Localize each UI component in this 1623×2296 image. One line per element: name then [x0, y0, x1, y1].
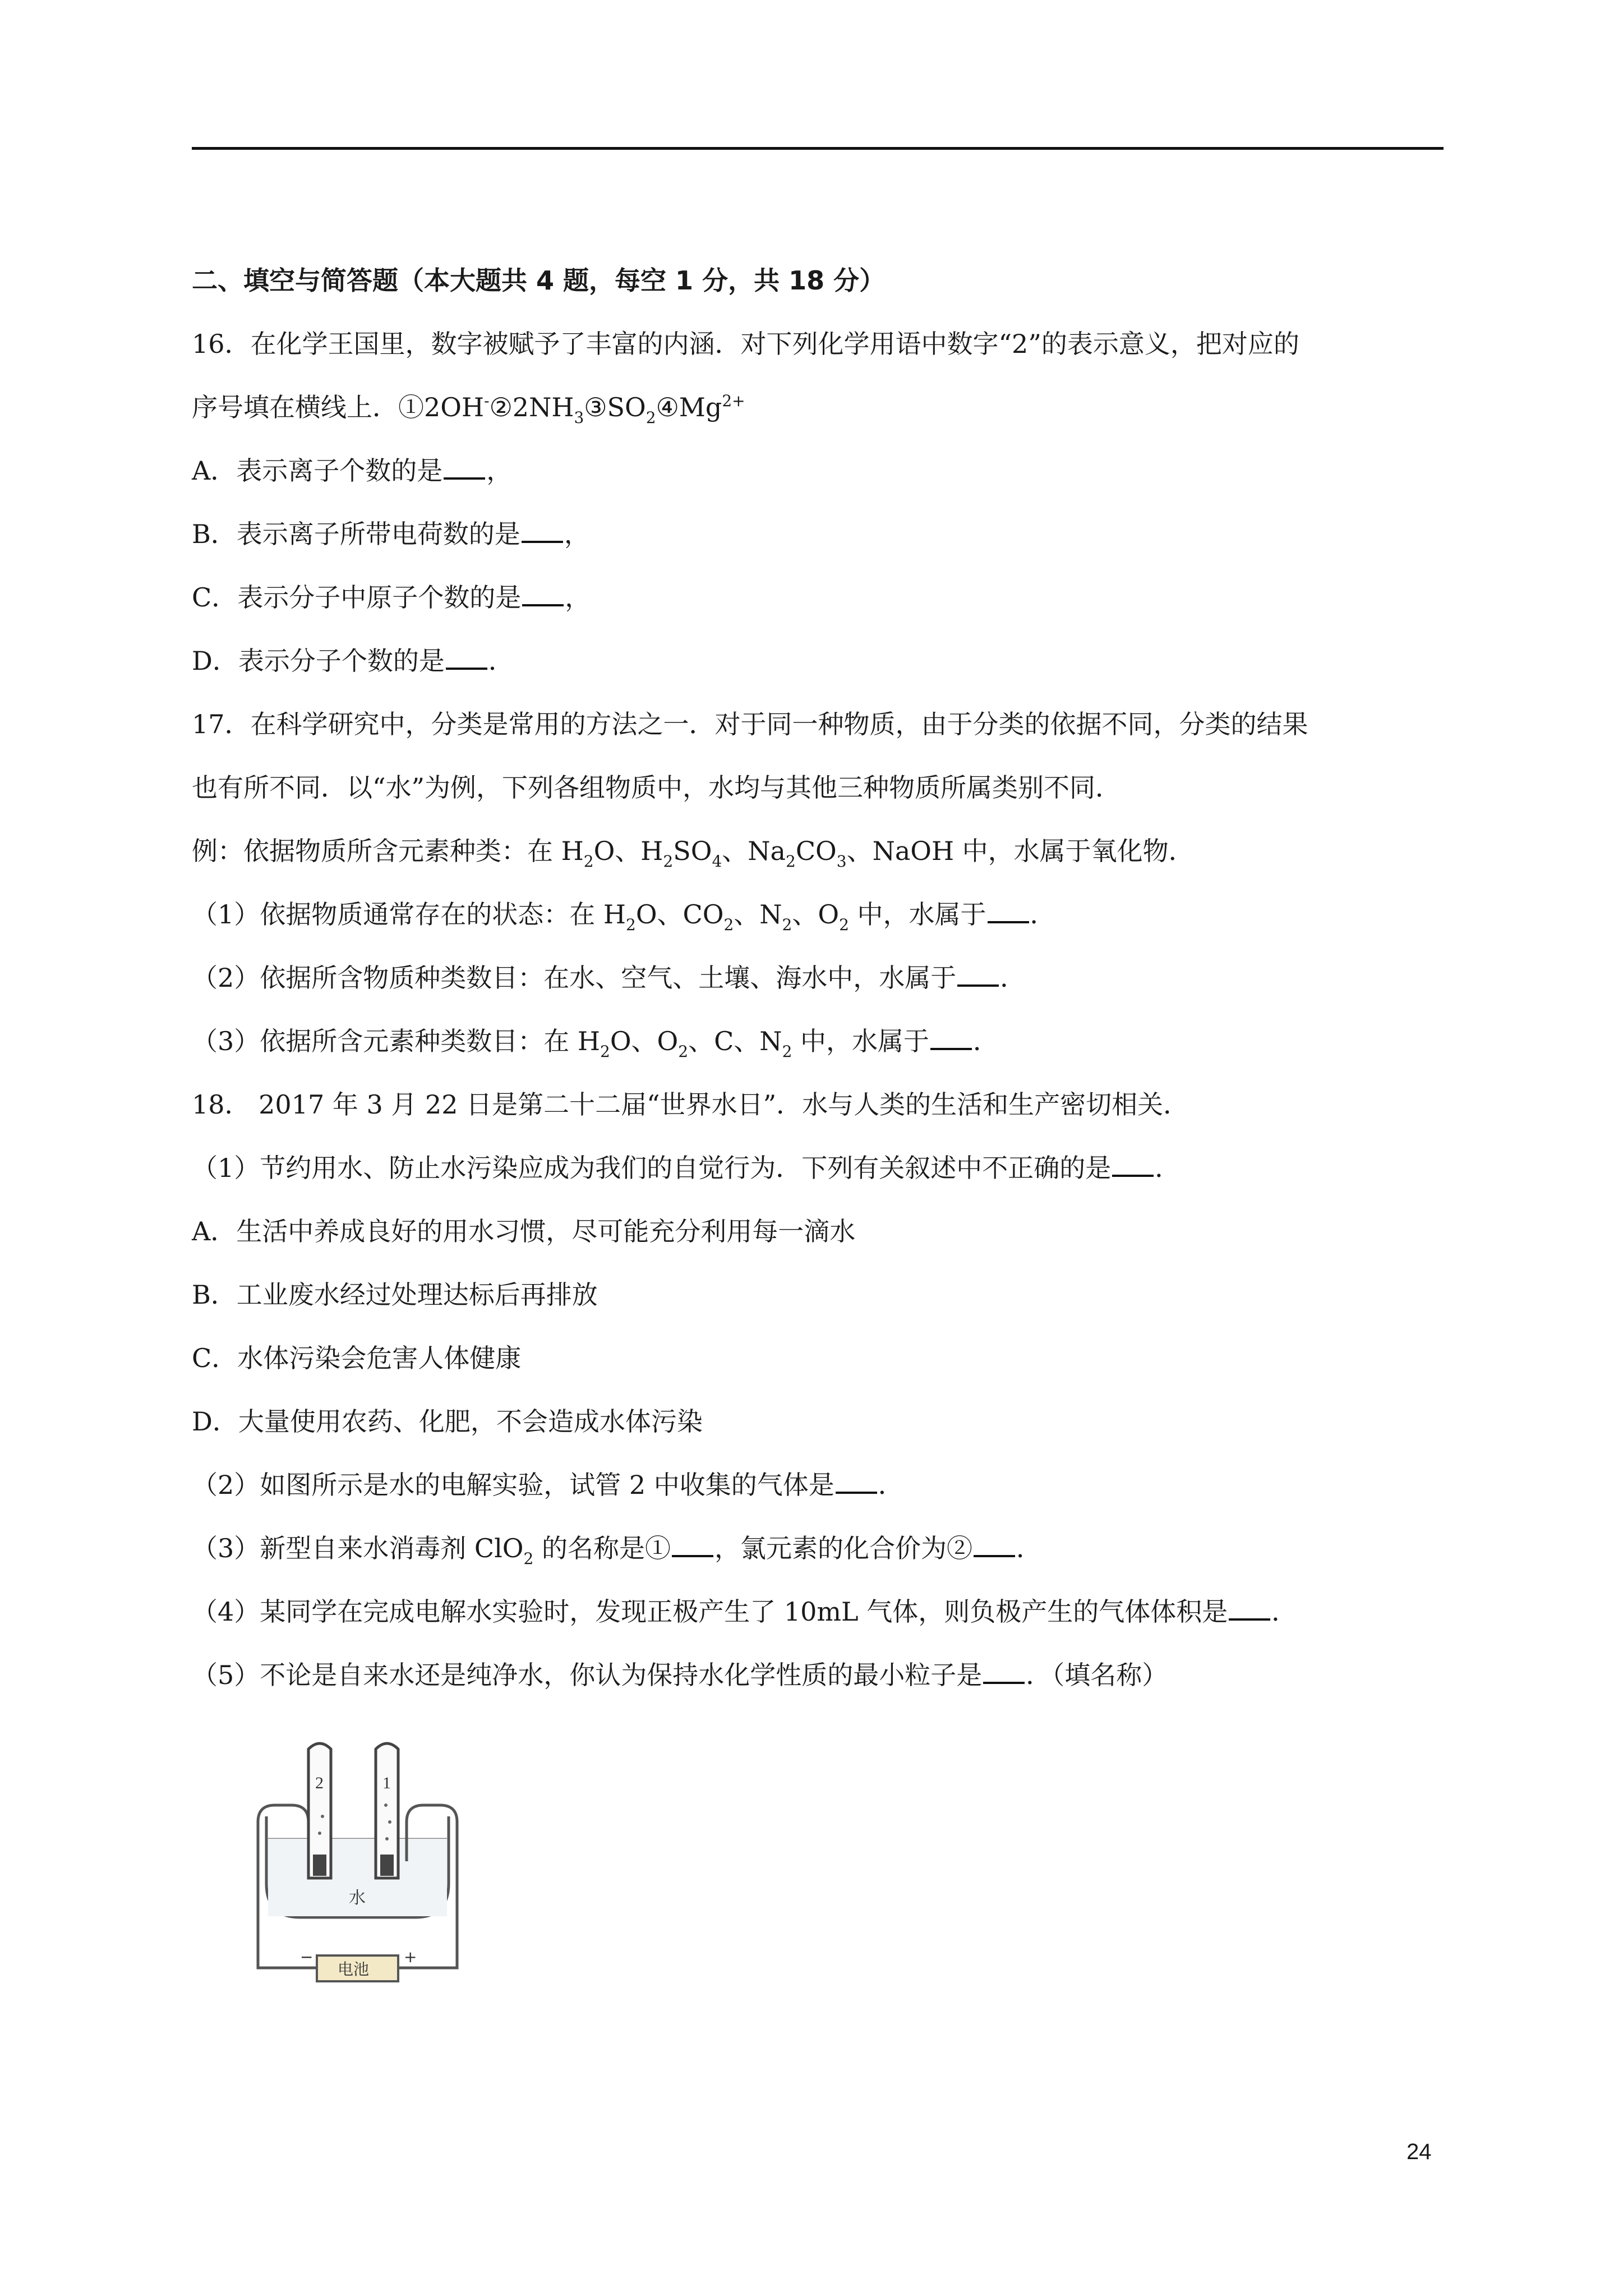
- q16-option-c: [192, 581, 1444, 614]
- q16-so-subscript: 2: [645, 408, 656, 427]
- answer-blank[interactable]: [983, 1659, 1025, 1684]
- answer-blank[interactable]: [957, 962, 999, 987]
- q16-option-d: [192, 644, 1444, 678]
- punctuation: ．: [488, 646, 514, 676]
- q18-part-1: [192, 1151, 1444, 1185]
- text: （3）依据所含元素种类数目：在 H: [192, 1026, 601, 1056]
- punctuation: ，: [565, 582, 591, 613]
- left-electrode: [313, 1855, 326, 1876]
- text: （2）依据所含物质种类数目：在水、空气、土壤、海水中，水属于: [192, 963, 957, 993]
- bubble: [388, 1820, 391, 1824]
- q16-stem-line2: [192, 390, 1444, 427]
- text: 、Na: [722, 836, 786, 866]
- q18-stem: 18． 2017 年 3 月 22 日是第二十二届“世界水日”．水与人类的生活和生产密切相关．: [192, 1089, 1189, 1120]
- punctuation: ．: [1030, 899, 1056, 930]
- text: CO: [795, 836, 837, 866]
- q17-stem-line1: 17．在科学研究中，分类是常用的方法之一．对于同一种物质，由于分类的依据不同，分类的结果: [192, 709, 1308, 739]
- text: 例：依据物质所含元素种类：在 H: [192, 836, 584, 866]
- text: 、NaOH 中，水属于氧化物．: [846, 836, 1195, 866]
- answer-blank[interactable]: [930, 1025, 972, 1050]
- text: （5）不论是自来水还是纯净水，你认为保持水化学性质的最小粒子是: [192, 1660, 983, 1690]
- subscript: 3: [836, 852, 847, 871]
- page-number: 24: [1407, 2139, 1432, 2164]
- q18-option-c: C．水体污染会危害人体健康: [192, 1343, 522, 1373]
- text: （2）如图所示是水的电解实验，试管 2 中收集的气体是: [192, 1470, 834, 1500]
- q16-mg-charge: 2+: [722, 392, 745, 410]
- bubble: [384, 1803, 388, 1807]
- subscript: 2: [839, 915, 849, 934]
- subscript: 2: [600, 1042, 610, 1061]
- q16-stem-line1: 16．在化学王国里，数字被赋予了丰富的内涵．对下列化学用语中数字“2”的表示意义，把对应的: [192, 329, 1299, 359]
- subscript: 2: [785, 852, 796, 871]
- q17-part-1: [192, 898, 1444, 934]
- answer-blank[interactable]: [974, 1533, 1015, 1557]
- water-label: 水: [349, 1888, 366, 1908]
- tube-2-label: 2: [315, 1774, 324, 1792]
- answer-blank[interactable]: [836, 1469, 877, 1494]
- plus-sign: +: [404, 1948, 417, 1966]
- bubble: [385, 1837, 389, 1841]
- q16-formula-3: ③SO: [584, 392, 646, 422]
- subscript: 2: [782, 915, 792, 934]
- punctuation: ．: [878, 1470, 904, 1500]
- q16-option-d-text: D．表示分子个数的是: [192, 646, 445, 676]
- exam-content: [192, 264, 1444, 1722]
- q16-oh-charge: -: [484, 392, 490, 410]
- answer-blank[interactable]: [1229, 1596, 1270, 1621]
- punctuation: ．: [1271, 1596, 1298, 1627]
- electrolysis-figure: [241, 1732, 477, 2013]
- battery-label: 电池: [338, 1960, 370, 1978]
- punctuation: ．（填名称）: [1026, 1660, 1168, 1690]
- text: （3）新型自来水消毒剂 ClO: [192, 1533, 524, 1563]
- q18-part-2: [192, 1468, 1444, 1502]
- text: O、H: [593, 836, 663, 866]
- q18-part-3: [192, 1531, 1444, 1568]
- subscript: 4: [712, 852, 722, 871]
- q18-option-b: B．工业废水经过处理达标后再排放: [192, 1280, 598, 1310]
- q17-example: [192, 834, 1444, 871]
- punctuation: ．: [973, 1026, 999, 1056]
- answer-blank[interactable]: [446, 645, 487, 670]
- q16-option-a: [192, 454, 1444, 487]
- text: 、O: [792, 899, 840, 930]
- text: 中，水属于: [849, 899, 986, 930]
- text: O、CO: [635, 899, 724, 930]
- bubble: [318, 1832, 321, 1835]
- q18-part-5: [192, 1658, 1444, 1692]
- header-rule: [192, 147, 1444, 150]
- text: ，氯元素的化合价为②: [714, 1533, 972, 1563]
- section-heading: 二、填空与简答题（本大题共 4 题，每空 1 分，共 18 分）: [192, 265, 886, 296]
- subscript: 2: [663, 852, 674, 871]
- subscript: 2: [583, 852, 594, 871]
- answer-blank[interactable]: [1112, 1152, 1154, 1177]
- q16-nh-subscript: 3: [574, 408, 584, 427]
- q16-formula-1: 序号填在横线上．①2OH: [192, 392, 485, 422]
- q18-option-d: D．大量使用农药、化肥，不会造成水体污染: [192, 1406, 703, 1437]
- q18-option-a: A．生活中养成良好的用水习惯，尽可能充分利用每一滴水: [192, 1216, 856, 1246]
- bubble: [321, 1815, 324, 1818]
- text: 、C、N: [688, 1026, 782, 1056]
- punctuation: ，: [486, 455, 513, 486]
- subscript: 2: [782, 1042, 792, 1061]
- q16-option-b-text: B．表示离子所带电荷数的是: [192, 519, 520, 549]
- q17-part-2: [192, 961, 1444, 995]
- text: （4）某同学在完成电解水实验时，发现正极产生了 10mL 气体，则负极产生的气体体积是: [192, 1596, 1228, 1627]
- text: （1）依据物质通常存在的状态：在 H: [192, 899, 626, 930]
- punctuation: ，: [564, 519, 590, 549]
- q16-formula-4: ④Mg: [656, 392, 722, 422]
- answer-blank[interactable]: [444, 455, 485, 480]
- q17-stem-line2: 也有所不同．以“水”为例，下列各组物质中，水均与其他三种物质所属类别不同．: [192, 772, 1122, 803]
- q16-option-c-text: C．表示分子中原子个数的是: [192, 582, 522, 613]
- q18-part-4: [192, 1595, 1444, 1628]
- text: （1）节约用水、防止水污染应成为我们的自觉行为．下列有关叙述中不正确的是: [192, 1153, 1112, 1183]
- minus-sign: −: [300, 1948, 313, 1966]
- q16-option-a-text: A．表示离子个数的是: [192, 455, 443, 486]
- text: 中，水属于: [792, 1026, 930, 1056]
- subscript: 2: [723, 915, 734, 934]
- subscript: 2: [523, 1549, 534, 1568]
- answer-blank[interactable]: [522, 582, 564, 606]
- q17-part-3: [192, 1024, 1444, 1061]
- tube-1-label: 1: [382, 1774, 391, 1792]
- text: O、O: [610, 1026, 679, 1056]
- q16-formula-2: ②2NH: [489, 392, 574, 422]
- text: 、N: [734, 899, 782, 930]
- text: 的名称是①: [533, 1533, 671, 1563]
- punctuation: ．: [1000, 963, 1026, 993]
- punctuation: ．: [1155, 1153, 1181, 1183]
- answer-blank[interactable]: [988, 899, 1029, 923]
- text: SO: [673, 836, 712, 866]
- answer-blank[interactable]: [522, 518, 563, 543]
- subscript: 2: [678, 1042, 689, 1061]
- answer-blank[interactable]: [672, 1533, 713, 1557]
- subscript: 2: [626, 915, 636, 934]
- electrolysis-diagram: [241, 1732, 477, 2013]
- punctuation: ．: [1016, 1533, 1042, 1563]
- right-electrode: [380, 1855, 394, 1876]
- q16-option-b: [192, 517, 1444, 551]
